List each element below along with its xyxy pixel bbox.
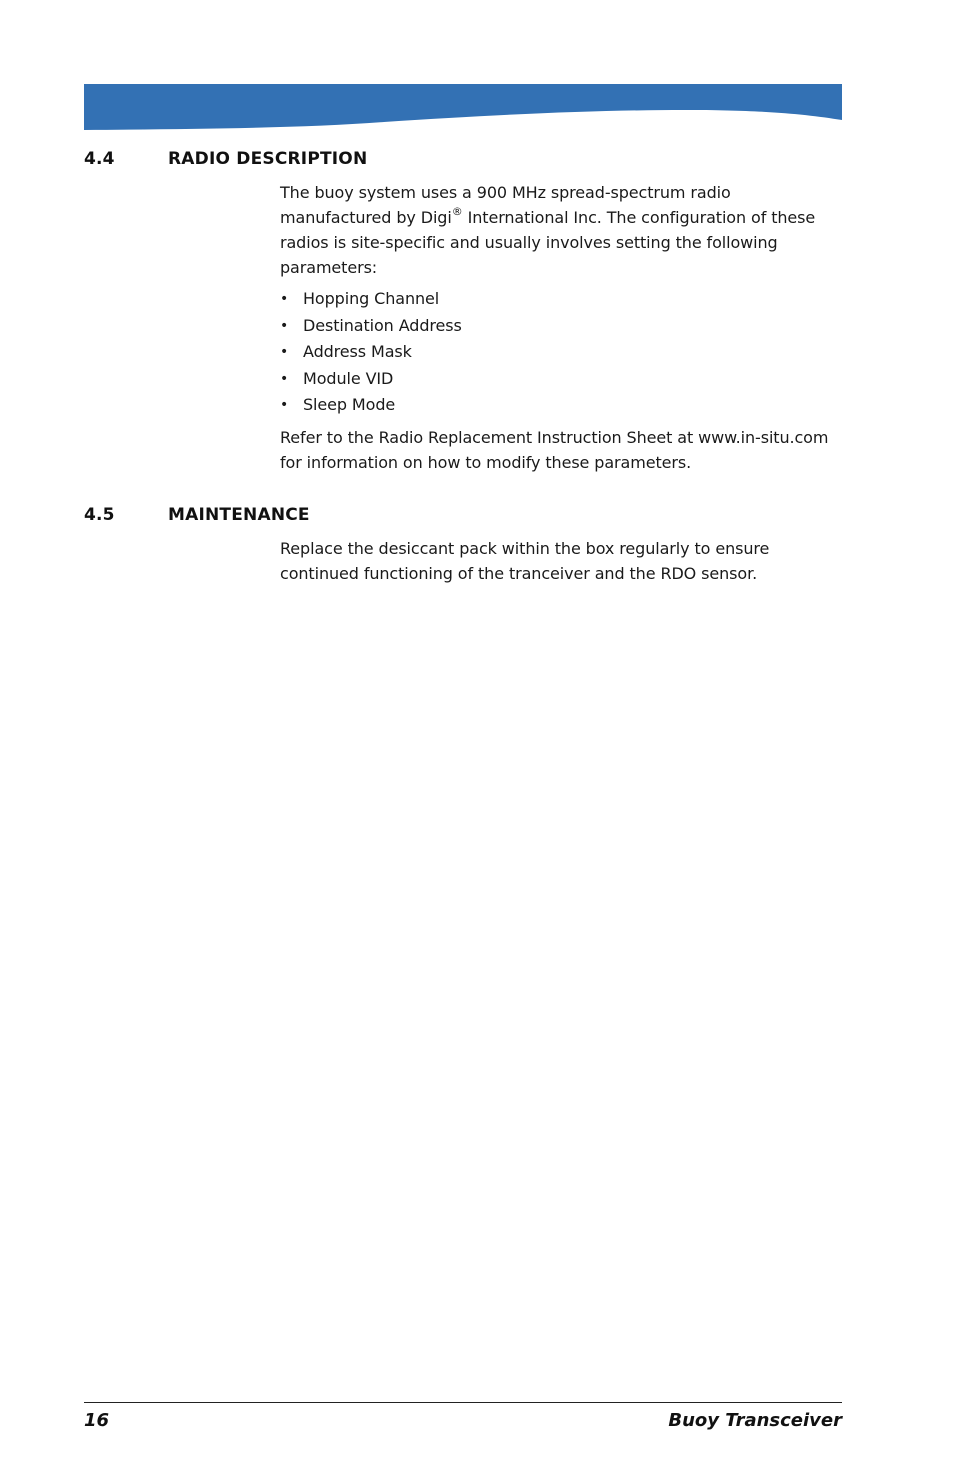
- list-item-label: Sleep Mode: [303, 395, 396, 414]
- list-item: [280, 366, 840, 393]
- footer-rule: [84, 1402, 842, 1403]
- list-item-label: Destination Address: [303, 315, 462, 335]
- section-number: 4.5: [84, 505, 115, 525]
- header-banner-shape: [84, 84, 842, 130]
- radio-intro-text-a: The buoy system uses a 900 MHz spread-spectrum radio manufactured by Digi: [280, 183, 731, 227]
- maintenance-body: [280, 536, 840, 586]
- radio-description-body: [280, 180, 840, 475]
- bullet-icon: •: [280, 317, 289, 334]
- maintenance-paragraph: Replace the desiccant pack within the box regularly to ensure continued functioning of the tranceiver and the RDO sensor.: [280, 539, 770, 583]
- list-item: [280, 313, 840, 340]
- list-item-label: Module VID: [303, 368, 394, 388]
- bullet-icon: •: [280, 291, 289, 307]
- bullet-icon: •: [280, 370, 289, 387]
- registered-mark: ®: [451, 204, 463, 218]
- list-item: [280, 392, 840, 419]
- section-title: RADIO DESCRIPTION: [168, 149, 368, 169]
- page-number: 16: [84, 1410, 110, 1431]
- radio-intro-paragraph: [280, 180, 840, 280]
- section-number: 4.4: [84, 149, 115, 169]
- list-item: [280, 286, 840, 313]
- list-item: [280, 339, 840, 366]
- bullet-icon: •: [280, 344, 289, 360]
- list-item-label: Address Mask: [303, 342, 412, 361]
- header-banner: [84, 84, 842, 130]
- radio-outro-paragraph: Refer to the Radio Replacement Instruction Sheet at www.in-situ.com for information on how to modify these parameters.: [280, 427, 829, 472]
- section-title: MAINTENANCE: [168, 505, 310, 525]
- radio-intro-text-b: International Inc. The configuration of these radios is site-specific and usually involves setting the following parameters:: [280, 208, 816, 277]
- footer-doc-title: Buoy Transceiver: [668, 1410, 842, 1431]
- list-item-label: Hopping Channel: [303, 289, 440, 308]
- bullet-icon: •: [280, 397, 289, 413]
- parameter-list: [280, 286, 840, 419]
